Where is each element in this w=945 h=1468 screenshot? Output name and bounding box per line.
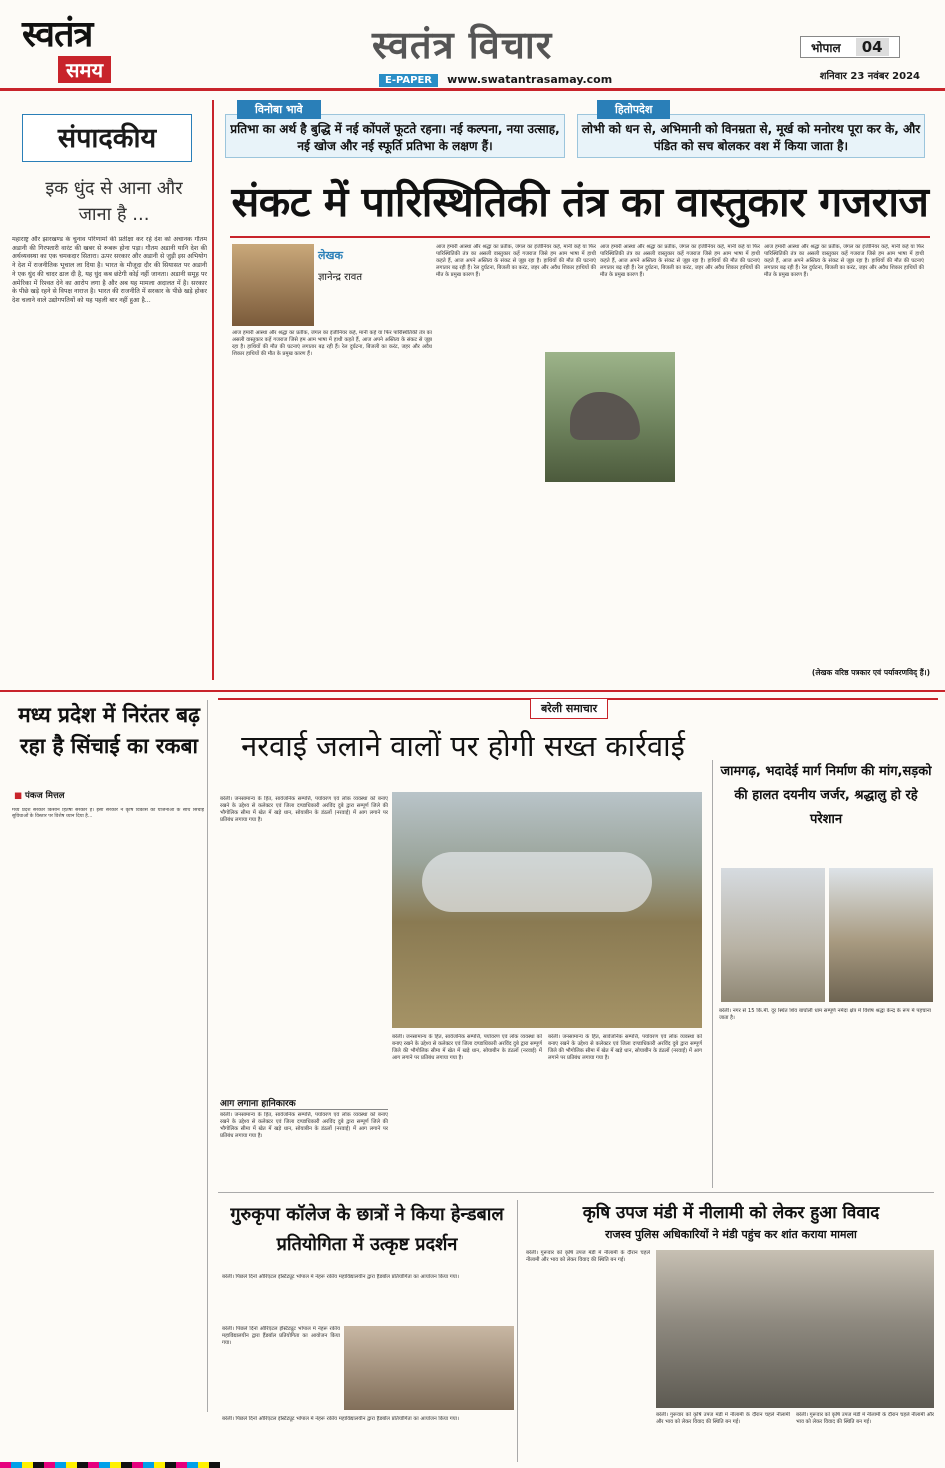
editorial-column — [4, 100, 214, 680]
temple-photo-1 — [721, 868, 825, 1002]
bareilly-headline: नरवाई जलाने वालों पर होगी सख्त कार्रवाई — [241, 729, 685, 763]
college-article — [218, 1200, 518, 1462]
editorial-title: इक धुंद से आना और जाना है ... — [45, 178, 183, 225]
thought-box-1 — [225, 114, 565, 158]
website[interactable]: www.swatantrasamay.com — [447, 73, 613, 86]
bareilly-col-1: बरेली। जनसामान्य के हित, सार्वजनिक सम्पत्ति, पर्यावरण एवं लोक व्यवस्था को बनाए रखने के उद्देश्य से कलेक्टर एवं जिला दण्डाधिकारी अरविंद दुबे द्वारा सम्पूर्ण जिले की भौगोलिक सीमा में खेत में खड़े धान, सोयाबीन के डंठलों (नरवाई) में आग लगाने पर प्रतिबंध लगाया गया है। — [220, 796, 388, 823]
thought-tag-1: विनोबा भावे — [237, 100, 321, 119]
date: शनिवार 23 नवंबर 2024 — [819, 71, 920, 82]
page-info — [800, 36, 900, 58]
bareilly-col-2: बरेली। जनसामान्य के हित, सार्वजनिक सम्पत्ति, पर्यावरण एवं लोक व्यवस्था को बनाए रखने के उद्देश्य से कलेक्टर एवं जिला दण्डाधिकारी अरविंद दुबे द्वारा सम्पूर्ण जिले की भौगोलिक सीमा में खेत में खड़े धान, सोयाबीन के डंठलों (नरवाई) में आग लगाने पर प्रतिबंध लगाया गया है। — [392, 1034, 542, 1061]
thought-text-2: लोभी को धन से, अभिमानी को विनम्रता से, मूर्ख को मनोरथ पूरा कर के, और पंडित को सच बोलकर वश में किया जाता है। — [581, 122, 921, 153]
thought-box-2 — [577, 114, 925, 158]
lead-col-1: आज हमारी आस्था और श्रद्धा का प्रतीक, जंगल का इंजीनियर कहे, मानी कहें या फिर पारिस्थितिकी तंत्र का असली वास्तुकार कहें गजराज जिसे हम आम भाषा में हाथी कहते हैं, आज अपने अस्तित्व के संकट से जूझ रहा है। हाथियों की मौत की घटनाएं लगातार बढ़ रही हैं। रेल दुर्घटना, बिजली का करंट, जहर और अवैध शिकार हाथियों की मौत के प्रमुख कारण हैं। — [232, 330, 432, 357]
printer-color-bar — [0, 1462, 945, 1468]
lead-rule — [230, 236, 930, 238]
byline-marker: ■ — [14, 791, 25, 801]
author-name: ज्ञानेन्द्र रावत — [318, 272, 363, 283]
jamgarh-article — [712, 760, 934, 1188]
mp-irrigation-article — [8, 700, 208, 1412]
mid-rule — [0, 690, 945, 692]
paper-title — [372, 18, 632, 66]
mandi-headline: कृषि उपज मंडी में नीलामी को लेकर हुआ विवाद — [582, 1203, 880, 1223]
mandi-body-mid: बरेली। गुरूवार को कृषि उपज मंडी में नीलामी के दौरान चहले नीलामी और भाव को लेकर विवाद की स्थिति बन गई। — [656, 1412, 790, 1425]
mandi-body-right: बरेली। गुरूवार को कृषि उपज मंडी में नीलामी के दौरान चहले नीलामी और भाव को लेकर विवाद की स्थिति बन गई। — [796, 1412, 934, 1425]
jamgarh-headline: जामगढ़, भदादेई मार्ग निर्माण की मांग,सड़को की हालत दयनीय जर्जर, श्रद्धालु हो रहे परेशान — [720, 764, 932, 827]
college-body-bottom: बरेली। पिछले दिनों ऑरिएंटल इंस्टिट्यूट भोपाल में नेहरू रकीय महाविद्यालयीन द्वारा हैंडबॉल प्रतियोगिता का आयोजन किया गया। — [222, 1416, 459, 1422]
mp-byline-text: पंकज मित्तल — [25, 791, 65, 801]
logo-subtext: समय — [58, 56, 111, 83]
mp-headline: मध्य प्रदेश में निरंतर बढ़ रहा है सिंचाई का रकबा — [18, 703, 200, 758]
mp-byline — [14, 790, 204, 804]
page-number: 04 — [856, 38, 889, 56]
lower-rule — [218, 1192, 934, 1193]
thought-tag-2: हितोपदेश — [597, 100, 670, 119]
bareilly-section-label: बरेली समाचार — [530, 698, 608, 719]
thoughts-strip — [225, 100, 925, 160]
author-photo — [232, 244, 314, 326]
mandi-subhead: राजस्व पुलिस अधिकारियों ने मंडी पहुंच कर शांत कराया मामला — [605, 1228, 857, 1241]
thought-text-1: प्रतिभा का अर्थ है बुद्धि में नई कोंपलें फूटते रहना। नई कल्पना, नया उत्साह, नई खोज और नई स्फूर्ति प्रतिभा के लक्षण हैं। — [230, 122, 560, 153]
epaper-line — [379, 68, 709, 84]
bareilly-col-1b: बरेली। जनसामान्य के हित, सार्वजनिक सम्पत्ति, पर्यावरण एवं लोक व्यवस्था को बनाए रखने के उद्देश्य से कलेक्टर एवं जिला दण्डाधिकारी अरविंद दुबे द्वारा सम्पूर्ण जिले की भौगोलिक सीमा में खेत में खड़े धान, सोयाबीन के डंठलों (नरवाई) में आग लगाने पर प्रतिबंध लगाया गया है। — [220, 1112, 388, 1139]
masthead-rule — [0, 88, 945, 91]
college-body-top: बरेली। पिछले दिनों ऑरिएंटल इंस्टिट्यूट भोपाल में नेहरू रकीय महाविद्यालयीन द्वारा हैंडबॉल प्रतियोगिता का आयोजन किया गया। — [222, 1274, 459, 1280]
author-byline — [318, 248, 428, 288]
lead-col-4: आज हमारी आस्था और श्रद्धा का प्रतीक, जंगल का इंजीनियर कहे, मानी कहें या फिर पारिस्थितिकी तंत्र का असली वास्तुकार कहें गजराज जिसे हम आम भाषा में हाथी कहते हैं, आज अपने अस्तित्व के संकट से जूझ रहा है। हाथियों की मौत की घटनाएं लगातार बढ़ रही हैं। रेल दुर्घटना, बिजली का करंट, जहर और अवैध शिकार हाथियों की मौत के प्रमुख कारण हैं। — [764, 244, 924, 278]
epaper-tag: E-PAPER — [379, 74, 438, 87]
lead-col-3: आज हमारी आस्था और श्रद्धा का प्रतीक, जंगल का इंजीनियर कहे, मानी कहें या फिर पारिस्थितिकी तंत्र का असली वास्तुकार कहें गजराज जिसे हम आम भाषा में हाथी कहते हैं, आज अपने अस्तित्व के संकट से जूझ रहा है। हाथियों की मौत की घटनाएं लगातार बढ़ रही हैं। रेल दुर्घटना, बिजली का करंट, जहर और अवैध शिकार हाथियों की मौत के प्रमुख कारण हैं। — [600, 244, 760, 278]
mp-body: मध्य प्रदेश सरकार किसान हितैषी सरकार है। इसी सरकार ने कृषि विकास की योजनाओं के साथ सिंचाई सुविधाओं के विस्तार पर विशेष ध्यान दिया है... — [12, 808, 204, 820]
logo — [22, 14, 132, 88]
temple-photo-2 — [829, 868, 933, 1002]
logo-text: स्वतंत्र — [22, 13, 93, 55]
college-body-left: बरेली। पिछले दिनों ऑरिएंटल इंस्टिट्यूट भोपाल में नेहरू रकीय महाविद्यालयीन द्वारा हैंडबॉल प्रतियोगिता का आयोजन किया गया। — [222, 1326, 340, 1346]
college-photo — [344, 1326, 514, 1410]
lead-footer: (लेखक वरिष्ठ पत्रकार एवं पर्यावरणविद् हैं।) — [811, 668, 930, 677]
jamgarh-body: बरेली। नगर से 15 कि.मी. दूर स्थित शिव बाघोली धाम सम्पूर्ण नर्मदा क्षेत्र में विशेष श्रद्धा केन्द्र के रूप में पहचाना जाता है। — [719, 1008, 931, 1021]
bareilly-subhead: आग लगाना हानिकारक — [220, 1096, 388, 1110]
field-fire-photo — [392, 792, 702, 1028]
editorial-label: संपादकीय — [22, 114, 192, 162]
mandi-article — [524, 1200, 936, 1462]
city: भोपाल — [811, 41, 841, 55]
lead-headline: संकट में पारिस्थितिकी तंत्र का वास्तुकार गजराज — [231, 178, 929, 226]
bareilly-header — [218, 698, 938, 720]
mandi-photo — [656, 1250, 934, 1408]
editorial-body: महाराष्ट्र और झारखण्ड के चुनाव परिणामों की प्रतीक्षा कर रहे देश को अचानक गौतम अडानी की गिरफ्तारी वारंट की खबर से रूबरू होना पड़ा। गौतम अडानी यानि देश की अर्थव्यवस्था का एक चमकदार सितारा। ऊपर सरकार और अडानी से जुड़ी इस अभियोग ने देश में राजनीतिक भूचाल ला दिया है। भारत के मौजूदा दौर की सियासत पर अडानी ने एक धुंद की चादर ढाल दी है, यह धुंद कब छंटेगी कोई नहीं जानता। अडानी समूह पर अमेरिका में रिश्वत देने का आरोप लगा है और अब यह मामला अदालत में है। सरकार के पीछे खड़े रहने से विपक्ष नाराज है। भारत की राजनीति में सरकार के पीछे खड़े होकर देश चलाने वाले उद्योगपतियों को यह पहली बार नहीं हुआ है... — [12, 236, 207, 304]
lead-col-2: आज हमारी आस्था और श्रद्धा का प्रतीक, जंगल का इंजीनियर कहे, मानी कहें या फिर पारिस्थितिकी तंत्र का असली वास्तुकार कहें गजराज जिसे हम आम भाषा में हाथी कहते हैं, आज अपने अस्तित्व के संकट से जूझ रहा है। हाथियों की मौत की घटनाएं लगातार बढ़ रही हैं। रेल दुर्घटना, बिजली का करंट, जहर और अवैध शिकार हाथियों की मौत के प्रमुख कारण हैं। — [436, 244, 596, 278]
author-label: लेखक — [318, 249, 343, 262]
bareilly-col-3: बरेली। जनसामान्य के हित, सार्वजनिक सम्पत्ति, पर्यावरण एवं लोक व्यवस्था को बनाए रखने के उद्देश्य से कलेक्टर एवं जिला दण्डाधिकारी अरविंद दुबे द्वारा सम्पूर्ण जिले की भौगोलिक सीमा में खेत में खड़े धान, सोयाबीन के डंठलों (नरवाई) में आग लगाने पर प्रतिबंध लगाया गया है। — [548, 1034, 702, 1061]
college-headline: गुरुकृपा कॉलेज के छात्रों ने किया हेन्डबाल प्रतियोगिता में उत्कृष्ट प्रदर्शन — [230, 1204, 504, 1255]
paper-title-text: स्वतंत्र विचार — [372, 22, 553, 67]
smoke-shape — [422, 852, 652, 912]
mandi-body-left: बरेली। गुरूवार को कृषि उपज मंडी में नीलामी के दौरान चहले नीलामी और भाव को लेकर विवाद की स्थिति बन गई। — [526, 1250, 650, 1263]
